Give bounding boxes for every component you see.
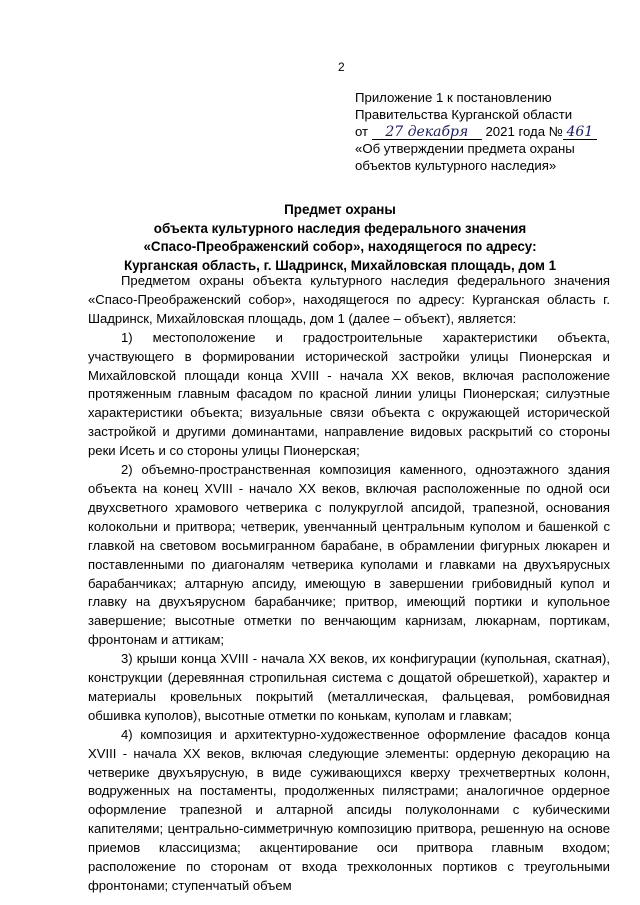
appendix-line-1: Приложение 1 к постановлению (355, 90, 552, 105)
from-prefix: от (355, 124, 369, 139)
page-number: 2 (338, 60, 345, 74)
year-text: 2021 года № (485, 124, 563, 139)
item-3-paragraph: 3) крыши конца XVIII - начала XX веков, их конфигурации (купольная, скатная), конструкции (деревянная стропильная система с дощатой обрешеткой), характер и материалы кровельных покрытий (металлическая, фальцевая, ромбовидная обшивка куполов), высотные отметки по конькам, куполам и главкам; (88, 651, 610, 723)
document-body (88, 272, 610, 896)
title-line-4: Курганская область, г. Шадринск, Михайловская площадь, дом 1 (123, 257, 557, 273)
document-title (60, 201, 620, 275)
title-line-1: Предмет охраны (284, 202, 396, 217)
item-4-paragraph: 4) композиция и архитектурно-художественное оформление фасадов конца XVIII - начала XX веков, включая следующие элементы: ордерную декорацию на четверике двухъярусную, в виде суживающихся кверху трехчетвертных колонн, водруженных на постаменты, продолженных пилястрами; аналогичное ордерное оформление трапезной и алтарной апсиды полуколоннами с кубическими капителями; центрально-симметричную композицию притвора, решенную на основе приемов классицизма; акцентирование оси притвора главным входом; расположение по сторонам от входа трехколонных портиков с треугольными фронтонами; ступенчатый объем (88, 726, 610, 893)
appendix-line-2: Правительства Курганской области (355, 107, 573, 122)
appendix-date-line (355, 123, 615, 140)
item-1-paragraph: 1) местоположение и градостроительные характеристики объекта, участвующего в формировании исторической застройки улицы Пионерская и Михайловской площади конца XVIII - начала XX веков, включая расположение протяженным главным фасадом по красной линии улицы Пионерская; силуэтные характеристики объекта; визуальные связи объекта с окружающей исторической застройкой и другими доминантами, направление видовых раскрытий со стороны реки Исеть и со стороны улицы Пионерская; (88, 329, 610, 459)
item-2-paragraph: 2) объемно-пространственная композиция каменного, одноэтажного здания объекта на конец XVIII - начало XX веков, включая расположенные по одной оси двухсветного храмового четверика с полукруглой апсидой, трапезной, основания колокольни и притвора; четверик, увенчанный центральным куполом и башенкой с главкой на световом восьмигранном барабане, в обрамлении фигурных люкарен и поставленными по диагоналям четверика куполами и главками на двухъярусных барабанчиках; алтарную апсиду, имеющую в завершении грибовидный купол и главку на двухъярусном барабанчике; притвор, имеющий портики и купольное завершение; высотные отметки по венчающим карнизам, люкарнам, портикам, фронтонам и аттикам; (88, 462, 610, 648)
title-line-3: «Спасо-Преображенский собор», находящегося по адресу: (143, 239, 537, 254)
appendix-block (355, 89, 615, 174)
intro-paragraph: Предметом охраны объекта культурного наследия федерального значения «Спасо-Преображенский собор», находящегося по адресу: Курганская область г. Шадринск, Михайловская площадь, дом 1 (далее – объект), является: (88, 273, 610, 326)
handwritten-date: 27 декабря (372, 125, 482, 140)
title-line-2: объекта культурного наследия федерального значения (153, 220, 527, 236)
appendix-line-4: «Об утверждении предмета охраны (355, 141, 575, 156)
handwritten-number: 461 (563, 125, 597, 140)
appendix-line-5: объектов культурного наследия» (355, 158, 557, 173)
